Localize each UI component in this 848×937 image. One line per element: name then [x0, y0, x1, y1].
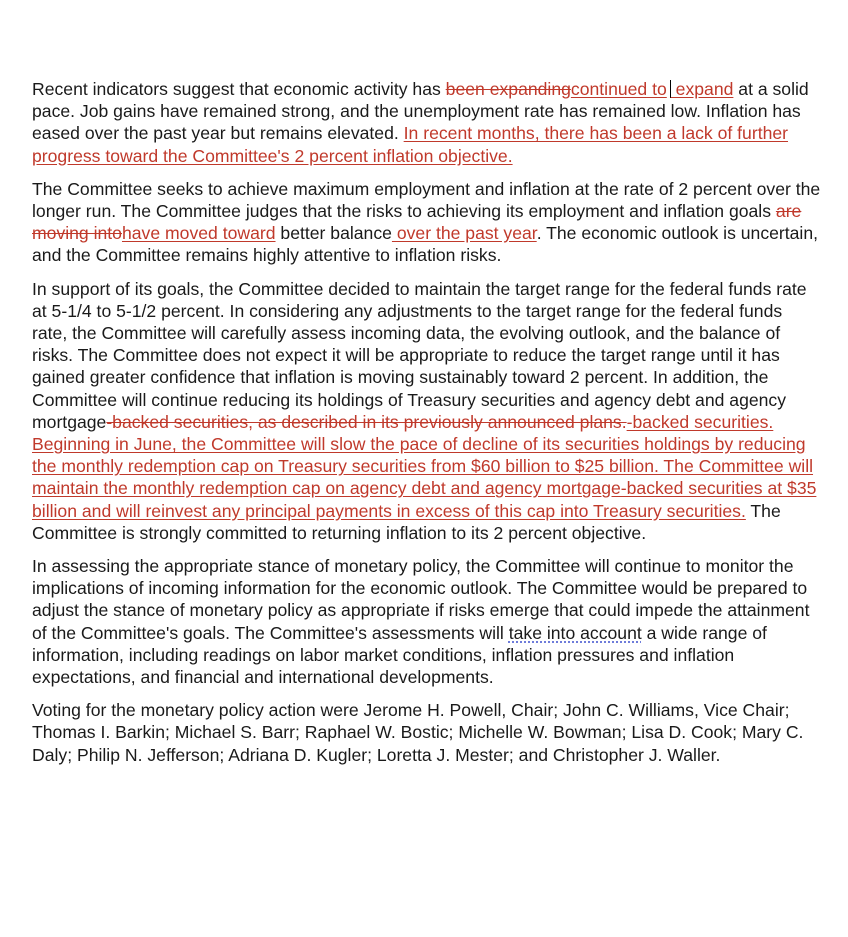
- document-body[interactable]: [32, 78, 822, 777]
- paragraph-4[interactable]: [32, 555, 822, 688]
- body-text: The Committee is strongly committed to returning inflation to its 2 percent objective.: [32, 500, 781, 543]
- paragraph-2[interactable]: [32, 178, 822, 267]
- body-text: at a solid pace. Job gains have remained strong, and the unemployment rate has remained low. Inflation has eased over the past year but remains elevated.: [32, 79, 809, 144]
- tracked-insertion: In recent months, there has been a lack of further progress toward the Committee's 2 percent inflation objective.: [32, 123, 789, 166]
- paragraph-5[interactable]: [32, 699, 822, 766]
- paragraph-1[interactable]: [32, 78, 822, 167]
- body-text: a wide range of information, including readings on labor market conditions, inflation pressures and inflation expectations, and financial and international developments.: [32, 622, 767, 688]
- body-text: . The economic outlook is uncertain, and the Committee remains highly attentive to inflation risks.: [32, 223, 819, 266]
- tracked-deletion: are moving into: [32, 201, 802, 244]
- body-text: In support of its goals, the Committee decided to maintain the target range for the federal funds rate at 5-1/4 to 5-1/2 percent. In considering any adjustments to the target range for the federal funds rate, the Committee will carefully assess incoming data, the evolving outlook, and the balance of risks. The Committee does not expect it will be appropriate to reduce the target range until it has gained greater confidence that inflation is moving sustainably toward 2 percent. In addition, the Committee will continue reducing its holdings of Treasury securities and agency debt and agency mortgage: [32, 278, 807, 432]
- grammar-suggestion: take into account: [508, 622, 642, 643]
- body-text: Recent indicators suggest that economic activity has: [32, 79, 446, 99]
- text-cursor: [670, 80, 671, 98]
- tracked-insertion: continued to expand: [570, 79, 734, 99]
- tracked-insertion: -backed securities. Beginning in June, the Committee will slow the pace of decline of its securities holdings by reducing the monthly redemption cap on Treasury securities from $60 billion to $25 billion. The Committee will maintain the monthly redemption cap on agency debt and agency mortgage-backed securities at $35 billion and will reinvest any principal payments in excess of this cap into Treasury securities.: [32, 411, 817, 521]
- tracked-insertion: over the past year: [391, 223, 537, 244]
- tracked-deletion: -backed securities, as described in its previously announced plans.: [106, 411, 627, 432]
- body-text: better balance: [275, 223, 392, 244]
- tracked-insertion: have moved toward: [121, 223, 276, 244]
- paragraph-3[interactable]: [32, 278, 822, 544]
- body-text: Voting for the monetary policy action were Jerome H. Powell, Chair; John C. Williams, Vice Chair; Thomas I. Barkin; Michael S. Barr; Raphael W. Bostic; Michelle W. Bowman; Lisa D. Cook; Mary C. Daly; Philip N. Jefferson; Adriana D. Kugler; Loretta J. Mester; and Christopher J. Waller.: [32, 700, 804, 765]
- body-text: The Committee seeks to achieve maximum employment and inflation at the rate of 2 percent over the longer run. The Committee judges that the risks to achieving its employment and inflation goals: [32, 178, 821, 222]
- tracked-deletion: been expanding: [445, 79, 571, 99]
- body-text: In assessing the appropriate stance of monetary policy, the Committee will continue to monitor the implications of incoming information for the economic outlook. The Committee would be prepared to adjust the stance of monetary policy as appropriate if risks emerge that could impede the attainment of the Committee's goals. The Committee's assessments will: [32, 556, 810, 643]
